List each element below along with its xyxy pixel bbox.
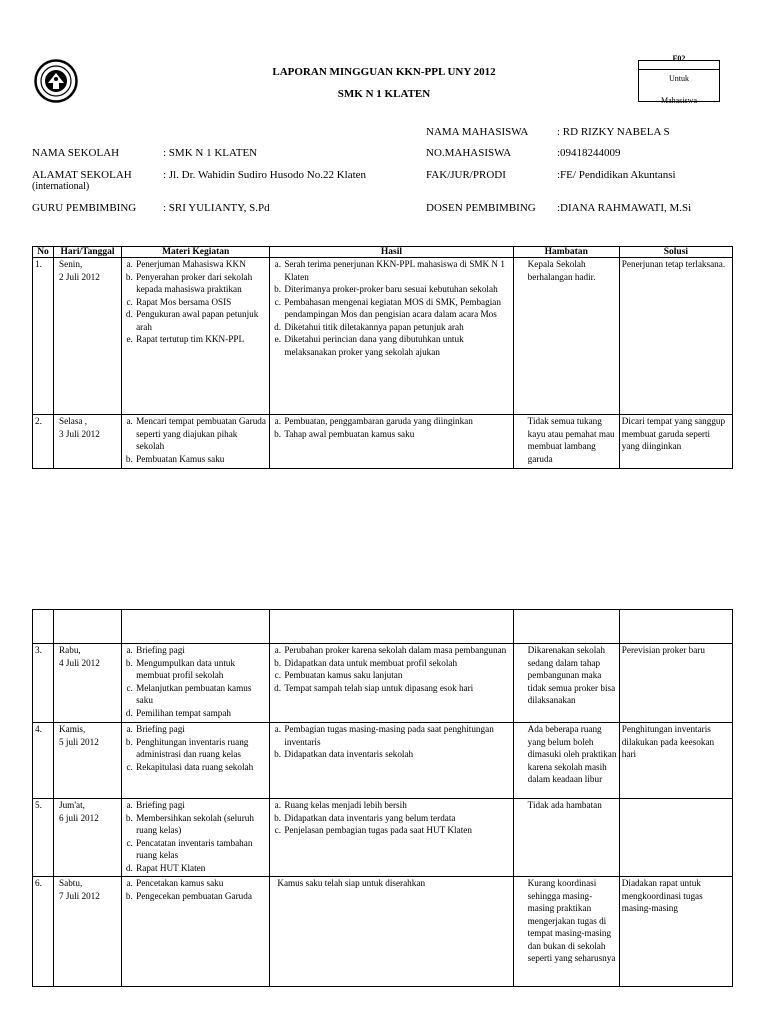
cell-no [33, 799, 54, 877]
cell-hambatan [513, 799, 619, 877]
header-hari: Hari/Tanggal [54, 247, 122, 258]
list-item: b. Penyerahan proker dari sekolah kepada mahasiswa praktikan [135, 271, 267, 296]
materi-list [124, 415, 267, 465]
hambatan-text: Dikarenakan sekolah sedang dalam tahap pembangunan maka tidak semua proker bisa dilaksanakan [527, 645, 616, 705]
day-name: Kamis, [59, 724, 86, 734]
dosen-value: :DIANA RAHMAWATI, M.Si [557, 202, 692, 214]
row-number: 2. [35, 416, 42, 426]
solusi-text: Penerjunan tetap terlaksana. [621, 259, 726, 269]
day-name: Jum'at, [59, 800, 85, 810]
list-item: d. Pengukuran awal papan petunjuk arah [135, 308, 267, 333]
cell-hambatan [513, 415, 619, 469]
form-code: F02 [672, 54, 686, 63]
row-number: 3. [35, 645, 42, 655]
alamat-value: : Jl. Dr. Wahidin Sudiro Husodo No.22 Klaten [163, 169, 367, 181]
cell-hari [54, 258, 122, 415]
hambatan-text: Tidak semua tukang kayu atau pemahat mau membuat lambang garuda [527, 416, 615, 464]
list-item: d. Pemilihan tempat sampah [135, 707, 267, 720]
cell-hambatan [513, 723, 619, 799]
list-item: e. Diketahui perincian dana yang dibutuhkan untuk melaksanakan proker yang sekolah ajukan [283, 333, 510, 358]
header-no: No [33, 247, 54, 258]
date: 7 Juli 2012 [59, 890, 100, 901]
fak-value: :FE/ Pendidikan Akuntansi [557, 169, 676, 181]
nama-sekolah-label: NAMA SEKOLAH [32, 147, 120, 159]
activity-table-1 [32, 246, 733, 469]
cell-hambatan [513, 877, 619, 987]
row-number: 4. [35, 724, 42, 734]
list-item: b. Diterimanya proker-proker baru sesuai kebutuhan sekolah [283, 283, 510, 296]
list-item: d. Diketahui titik diletakannya papan petunjuk arah [283, 321, 510, 334]
cell-hambatan [513, 258, 619, 415]
hasil-list [272, 415, 510, 440]
empty-header-row [33, 610, 733, 644]
list-item: a. Pembagian tugas masing-masing pada saat penghitungan inventaris [283, 723, 510, 748]
list-item: b. Pengecekan pembuatan Garuda [135, 890, 267, 903]
list-item: c. Penjelasan pembagian tugas pada saat HUT Klaten [283, 824, 510, 837]
day-name: Senin, [59, 259, 83, 269]
list-item: b. Membersihkan sekolah (seluruh ruang kelas) [135, 812, 267, 837]
cell-no [33, 258, 54, 415]
solusi-text: Diadakan rapat untuk mengkoordinasi tugas masing-masing [621, 878, 703, 913]
row-number: 5. [35, 800, 42, 810]
list-item: c. Rapat Mos bersama OSIS [135, 296, 267, 309]
cell-materi [122, 723, 270, 799]
table-row [33, 415, 733, 469]
table-row [33, 644, 733, 723]
fak-label: FAK/JUR/PRODI [426, 169, 506, 181]
list-item: b. Didapatkan data inventaris sekolah [283, 748, 510, 761]
row-number: 6. [35, 878, 42, 888]
report-title: LAPORAN MINGGUAN KKN-PPL UNY 2012 [272, 66, 496, 78]
list-item: e. Rapat tertutup tim KKN-PPL [135, 333, 267, 346]
solusi-text: Penghitungan inventaris dilakukan pada keesokan hari [621, 724, 715, 759]
list-item: d. Tempat sampah telah siap untuk dipasang esok hari [283, 682, 510, 695]
cell-solusi [619, 415, 732, 469]
cell-no [33, 877, 54, 987]
list-item: a. Pencetakan kamus saku [135, 877, 267, 890]
cell-hari [54, 799, 122, 877]
cell-materi [122, 799, 270, 877]
list-item: c. Rekapitulasi data ruang sekolah [135, 761, 267, 774]
date: 4 Juli 2012 [59, 657, 100, 668]
list-item: a. Ruang kelas menjadi lebih bersih [283, 799, 510, 812]
header-solusi: Solusi [619, 247, 732, 258]
header-hasil: Hasil [270, 247, 513, 258]
list-item: b. Didapatkan data inventaris yang belum terdata [283, 812, 510, 825]
cell-hari [54, 415, 122, 469]
form-for-line2: Mahasiswa [661, 96, 697, 105]
hasil-list [272, 644, 510, 694]
row-number: 1. [35, 259, 42, 269]
hasil-list [272, 258, 510, 358]
hasil-text: Kamus saku telah siap untuk diserahkan [277, 878, 426, 888]
solusi-text: Dicari tempat yang sanggup membuat garuda seperti yang diinginkan [621, 416, 726, 451]
materi-list [124, 644, 267, 719]
cell-no [33, 644, 54, 723]
cell-hasil [270, 415, 513, 469]
date: 6 juli 2012 [59, 812, 99, 823]
list-item: a. Penerjuman Mahasiswa KKN [135, 258, 267, 271]
cell-hasil [270, 258, 513, 415]
hasil-list [272, 799, 510, 837]
solusi-text: Perevisian proker baru [621, 645, 705, 655]
cell-hari [54, 877, 122, 987]
cell-no [33, 415, 54, 469]
list-item: c. Melanjutkan pembuatan kamus saku [135, 682, 267, 707]
nama-sekolah-value: : SMK N 1 KLATEN [163, 147, 258, 159]
guru-label: GURU PEMBIMBING [32, 202, 137, 214]
header-materi: Materi Kegiatan [122, 247, 270, 258]
cell-solusi [619, 877, 732, 987]
list-item: a. Serah terima penerjunan KKN-PPL mahasiswa di SMK N 1 Klaten [283, 258, 510, 283]
form-for-line1: Untuk [669, 74, 689, 83]
cell-materi [122, 644, 270, 723]
list-item: a. Briefing pagi [135, 799, 267, 812]
list-item: b. Penghitungan inventaris ruang administrasi dan ruang kelas [135, 736, 267, 761]
cell-hasil [270, 799, 513, 877]
cell-hasil [270, 723, 513, 799]
no-mahasiswa-label: NO.MAHASISWA [426, 147, 512, 159]
table-row [33, 799, 733, 877]
cell-hari [54, 644, 122, 723]
table-row [33, 877, 733, 987]
no-mahasiswa-value: :09418244009 [557, 147, 621, 159]
table-row [33, 723, 733, 799]
list-item: a. Mencari tempat pembuatan Garuda seperti yang diajukan pihak sekolah [135, 415, 267, 453]
nama-mahasiswa-label: NAMA MAHASISWA [426, 126, 529, 138]
cell-hari [54, 723, 122, 799]
list-item: d. Rapat HUT Klaten [135, 862, 267, 875]
materi-list [124, 877, 267, 902]
cell-materi [122, 258, 270, 415]
cell-hambatan [513, 644, 619, 723]
cell-hasil [270, 644, 513, 723]
header-hambatan: Hambatan [513, 247, 619, 258]
cell-solusi [619, 723, 732, 799]
hambatan-text: Ada beberapa ruang yang belum boleh dimasuki oleh praktikan karena sekolah masih dalam keadaan libur [527, 724, 617, 784]
cell-solusi [619, 799, 732, 877]
list-item: c. Pencatatan inventaris tambahan ruang kelas [135, 837, 267, 862]
hambatan-text: Tidak ada hambatan [527, 800, 602, 810]
day-name: Sabtu, [59, 878, 83, 888]
list-item: a. Briefing pagi [135, 723, 267, 736]
date: 3 Juli 2012 [59, 428, 100, 439]
list-item: b. Mengumpulkan data untuk membuat profil sekolah [135, 657, 267, 682]
list-item: c. Pembahasan mengenai kegiatan MOS di SMK, Pembagian pendampingan Mos dan pengisian acara dalam acara Mos [283, 296, 510, 321]
form-code-box [638, 54, 720, 105]
list-item: b. Tahap awal pembuatan kamus saku [283, 428, 510, 441]
hambatan-text: Kepala Sekolah berhalangan hadir. [527, 259, 596, 282]
hasil-list [272, 723, 510, 761]
cell-solusi [619, 258, 732, 415]
date: 2 Juli 2012 [59, 271, 100, 282]
alamat-label: ALAMAT SEKOLAH [32, 169, 132, 181]
dosen-label: DOSEN PEMBIMBING [426, 202, 536, 214]
list-item: b. Pembuatan Kamus saku [135, 453, 267, 466]
date: 5 juli 2012 [59, 736, 99, 747]
materi-list [124, 723, 267, 773]
materi-list [124, 258, 267, 346]
cell-hasil [270, 877, 513, 987]
guru-value: : SRI YULIANTY, S.Pd [163, 202, 270, 214]
hambatan-text: Kurang koordinasi sehingga masing-masing praktikan mengerjakan tugas di tempat masing-masing dan bukan di sekolah seperti yang seharusnya [527, 878, 616, 963]
table-row [33, 258, 733, 415]
report-subtitle: SMK N 1 KLATEN [337, 88, 431, 100]
day-name: Rabu, [59, 645, 81, 655]
nama-mahasiswa-value: : RD RIZKY NABELA S [557, 126, 670, 138]
day-name: Selasa , [59, 416, 88, 426]
list-item: c. Pembuatan kamus saku lanjutan [283, 669, 510, 682]
materi-list [124, 799, 267, 874]
list-item: a. Briefing pagi [135, 644, 267, 657]
cell-no [33, 723, 54, 799]
list-item: a. Perubahan proker karena sekolah dalam masa pembangunan [283, 644, 510, 657]
cell-materi [122, 877, 270, 987]
cell-materi [122, 415, 270, 469]
table-header-row [33, 247, 733, 258]
list-item: a. Pembuatan, penggambaran garuda yang diinginkan [283, 415, 510, 428]
alamat-sub: (international) [32, 181, 90, 192]
cell-solusi [619, 644, 732, 723]
activity-table-2 [32, 609, 733, 987]
list-item: b. Didapatkan data untuk membuat profil sekolah [283, 657, 510, 670]
